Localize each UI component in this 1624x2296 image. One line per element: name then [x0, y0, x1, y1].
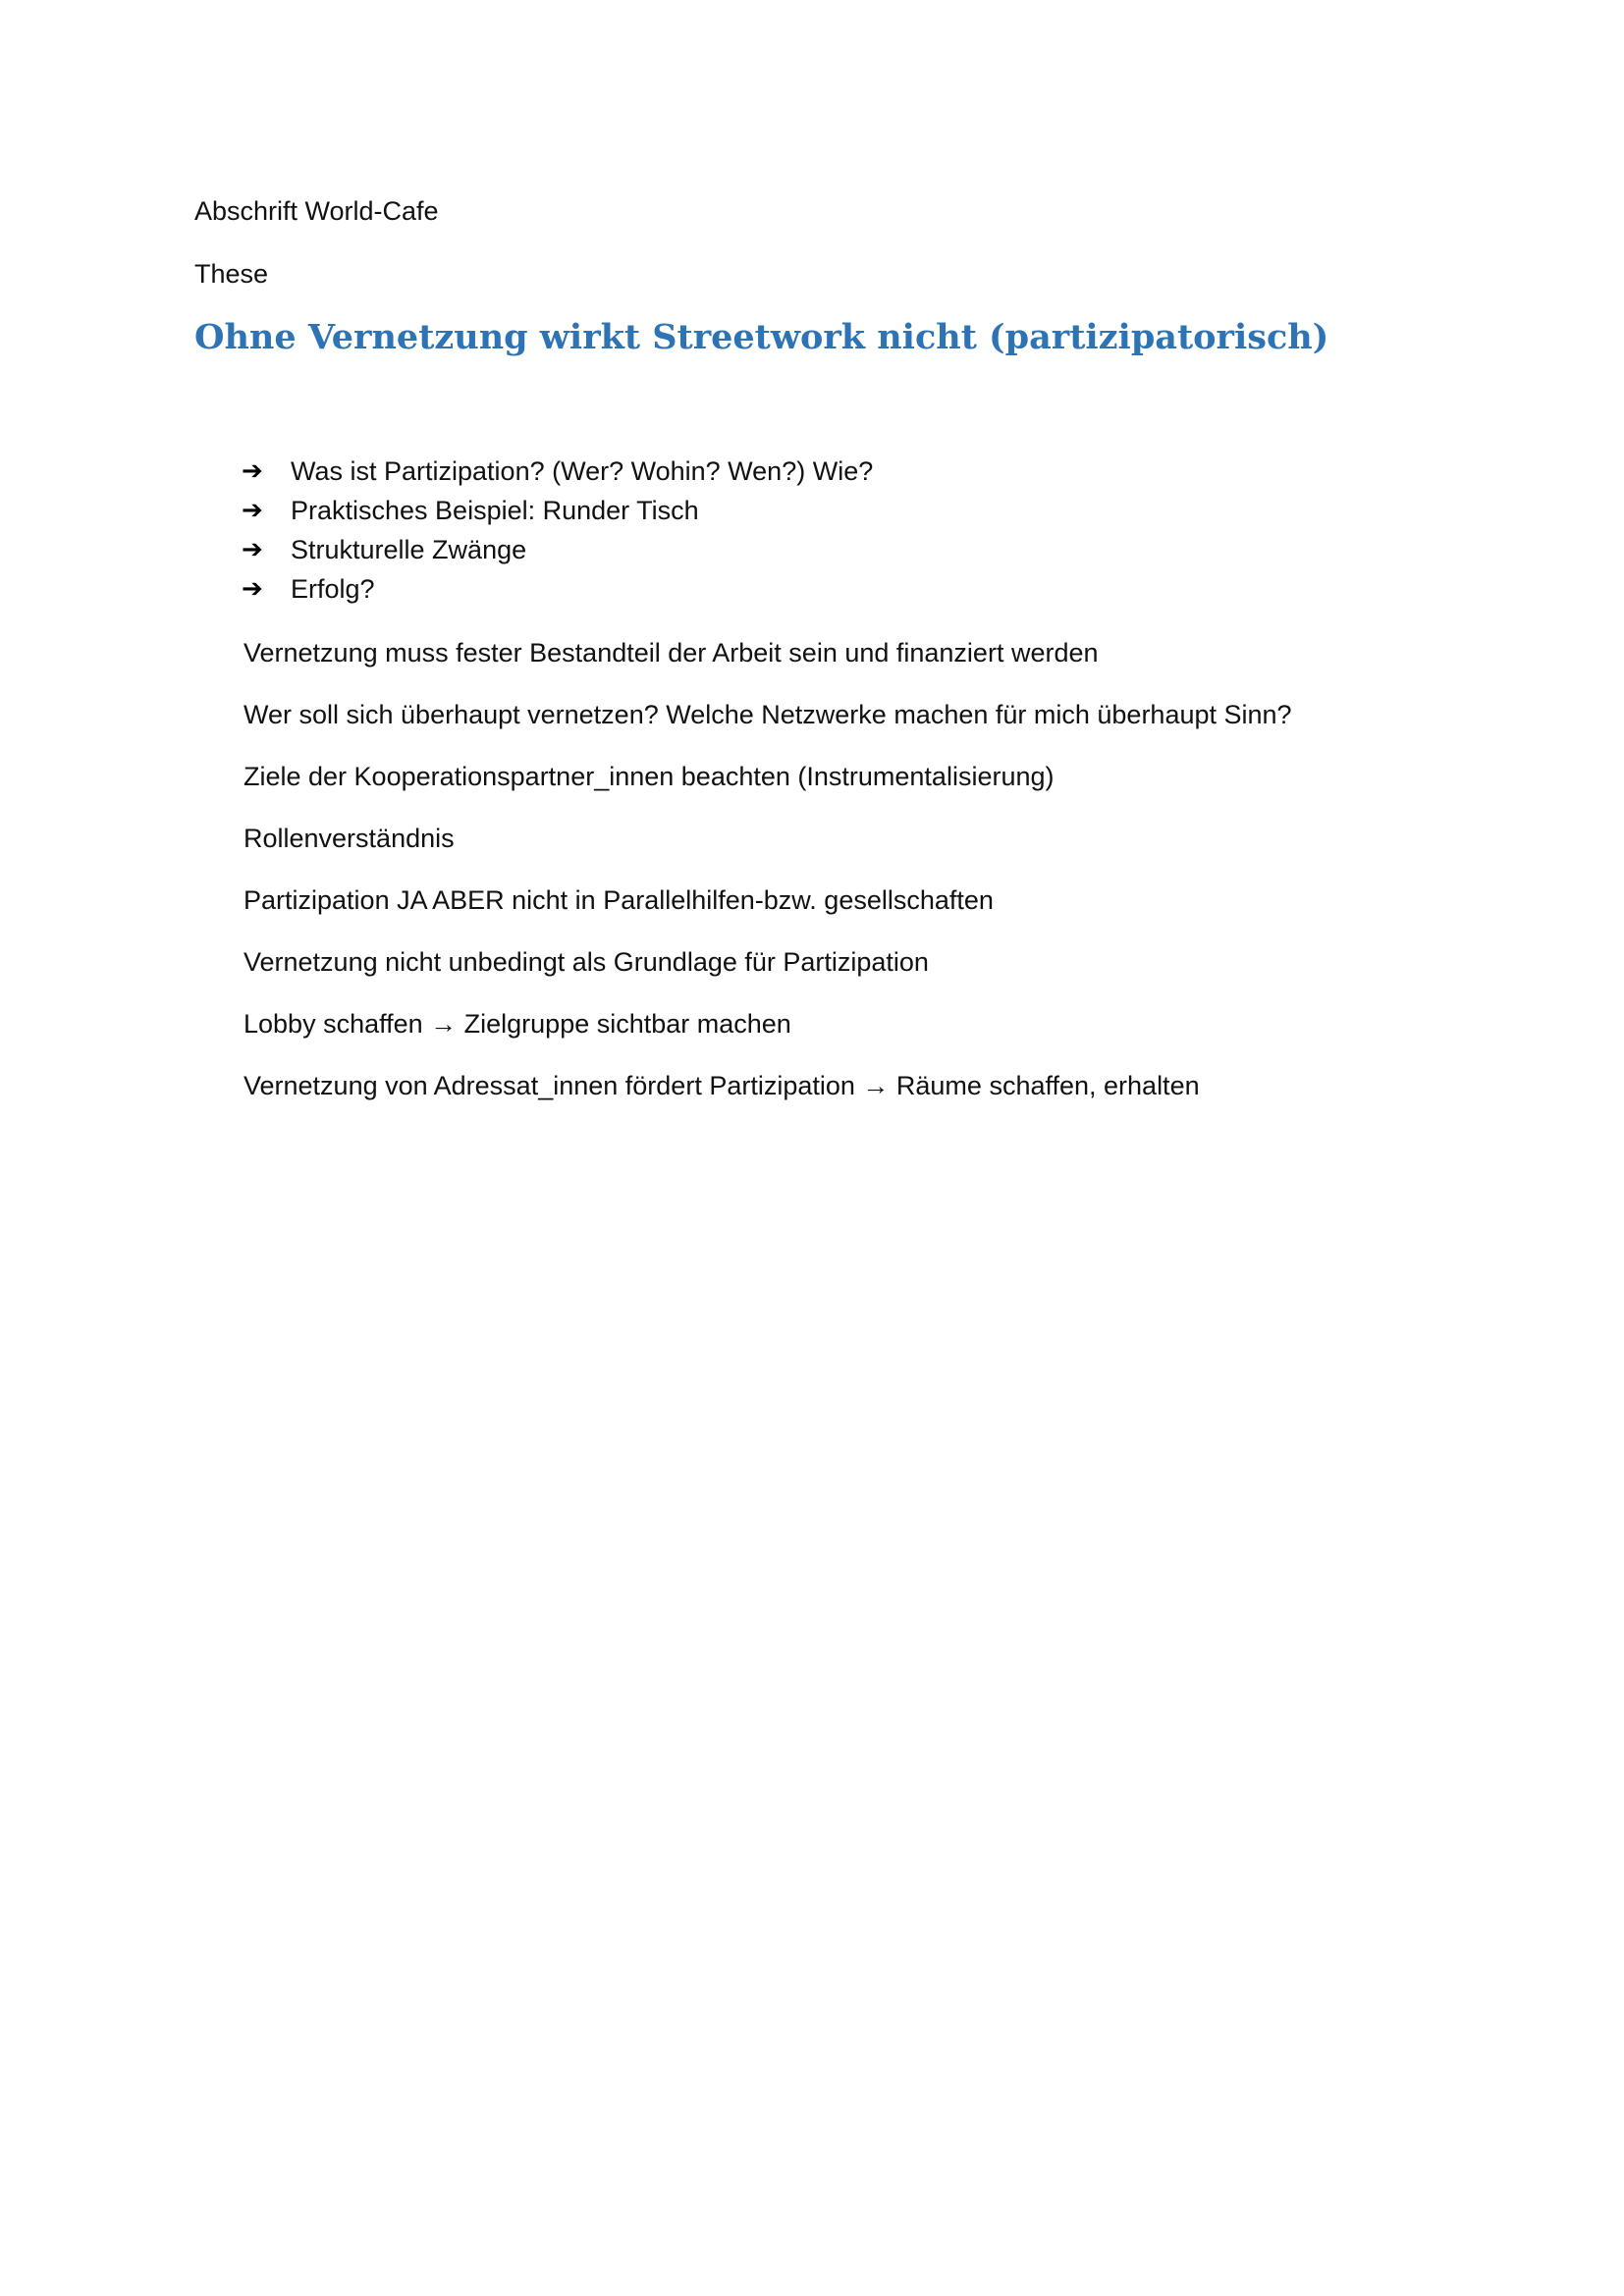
paragraph: Vernetzung nicht unbedingt als Grundlage für Partizipation	[244, 947, 929, 977]
list-item	[242, 452, 873, 491]
paragraph: Rollenverständnis	[244, 824, 455, 853]
paragraph: Lobby schaffen → Zielgruppe sichtbar machen	[244, 1009, 791, 1039]
paragraph: Vernetzung muss fester Bestandteil der Arbeit sein und finanziert werden	[244, 638, 1099, 667]
bullet-text: Praktisches Beispiel: Runder Tisch	[291, 496, 699, 525]
arrow-right-icon: ➔	[242, 456, 263, 486]
arrow-right-icon: ➔	[242, 574, 263, 604]
arrow-right-icon: ➔	[242, 535, 263, 564]
bullet-text: Erfolg?	[291, 574, 375, 604]
bullet-text: Strukturelle Zwänge	[291, 535, 527, 564]
these-label: These	[194, 259, 269, 289]
paragraph: Vernetzung von Adressat_innen fördert Partizipation → Räume schaffen, erhalten	[244, 1071, 1200, 1100]
paragraph: Wer soll sich überhaupt vernetzen? Welche Netzwerke machen für mich überhaupt Sinn?	[244, 700, 1292, 729]
list-item	[242, 530, 873, 569]
paragraph: Ziele der Kooperationspartner_innen beachten (Instrumentalisierung)	[244, 762, 1055, 791]
arrow-right-icon: ➔	[242, 496, 263, 525]
bullet-text: Was ist Partizipation? (Wer? Wohin? Wen?) Wie?	[291, 456, 874, 486]
page-title: Ohne Vernetzung wirkt Streetwork nicht (partizipatorisch)	[194, 317, 1329, 357]
paragraph: Partizipation JA ABER nicht in Parallelhilfen-bzw. gesellschaften	[244, 885, 994, 915]
list-item	[242, 491, 873, 530]
document-label: Abschrift World-Cafe	[194, 196, 439, 226]
bullet-list	[242, 452, 873, 609]
list-item	[242, 569, 873, 609]
